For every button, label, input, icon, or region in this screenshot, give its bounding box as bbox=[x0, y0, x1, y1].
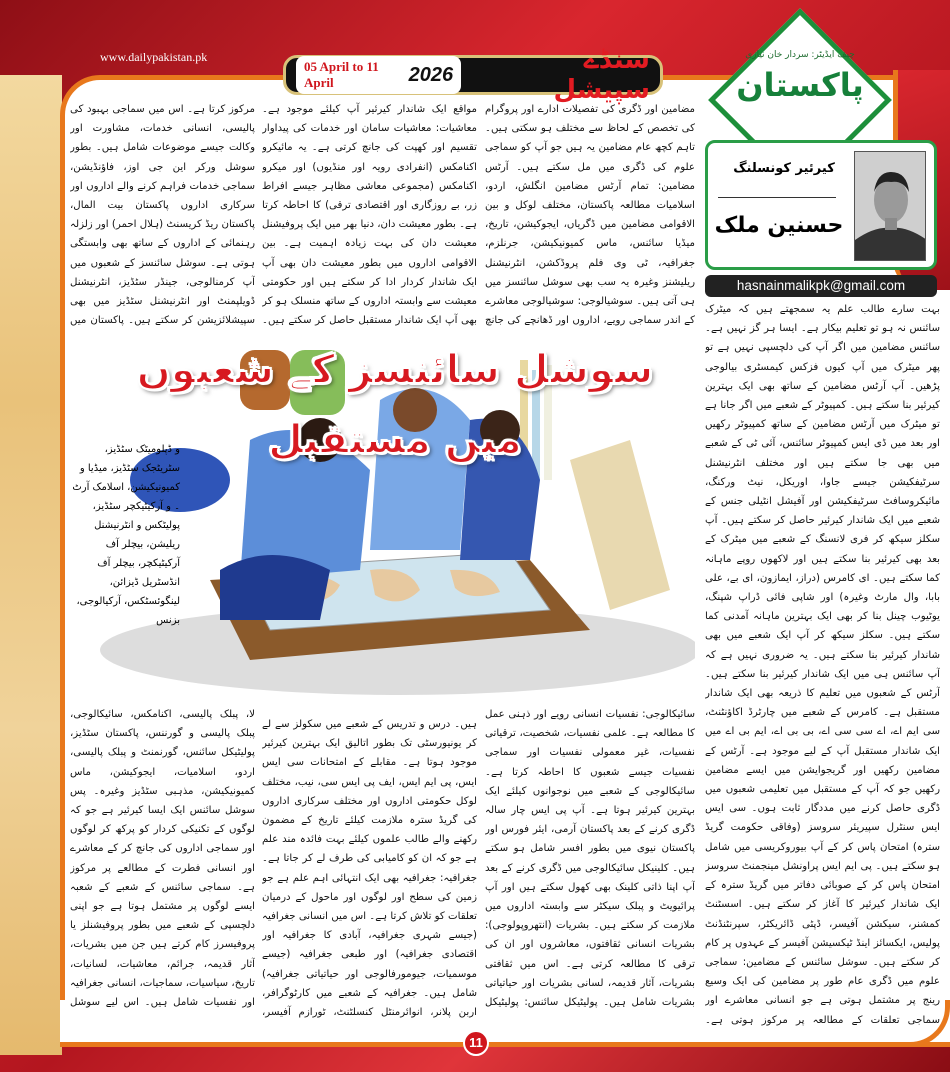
column-category: کیرئیر کونسلنگ bbox=[733, 161, 835, 176]
masthead-logo bbox=[710, 50, 890, 140]
article-column-top-2: مواقع ایک شاندار کیرئیر آپ کیلئے موجود ہے۔ معاشیات: معاشیات سامان اور خدمات کی پیداوار تقسیم اور کھپت کی جانچ کرتی ہے۔ یہ مائیکرو اکنامکس (انفرادی رویہ اور منڈیوں) اور میکرو اکنامکس (مجموعی معاشی مظاہر جیسے افراط زر، بے روزگاری اور اقتصادی ترقی) کا احاطہ کرتا ہے۔ بطور معیشت دان، دنیا بھر میں ایک پروفیشنل معیشت دان کی بہت زیادہ اہمیت ہے۔ بین الاقوامی اداروں میں بطور معیشت دان بھی آپ ایک شاندار کردار ادا کر سکتے ہیں اور حکومتی معیشت سے وابستہ اداروں کے ساتھ منسلک ہو کر بھی آپ ایک شاندار مستقبل حاصل کر سکتے ہیں۔ bbox=[262, 104, 477, 327]
child-1-legs bbox=[220, 555, 330, 620]
article-column-top-3: مرکوز کرتا ہے۔ اس میں سماجی بہبود کی پالیسی، انسانی خدمات، مشاورت اور وکالت جیسے موضوعات شامل ہیں۔ بطور سوشل ورکر این جی اوز، فاؤنڈیشن، سماجی خدمات فراہم کرنے والے اداروں اور سرکاری اداروں پاکستان بیت المال، پاکستان ریڈ کریسنٹ (ہلال احمر) اور زلزلہ رہنمائی کے اداروں کے ساتھ بھی وابستگی ہوتی ہے۔ سوشل سائنسز کے شعبوں میں آپ کرمنالوجی، جینڈر سٹڈیز، انٹرنیشنل ڈویلپمنٹ اور انٹرنیشنل سٹڈیز میں بھی سپیشلائزیشن کر سکتے ہیں۔ پاکستان میں bbox=[70, 104, 255, 327]
article-column-bottom-3: لا، پبلک پالیسی، اکنامکس، سائیکالوجی، پبلک پالیسی و گورننس، پاکستان سٹڈیز، پولیٹیکل سائنس، گورنمنٹ و پبلک پالیسی، اردو، اسلامیات، ایجوکیشن، ماس کمیونیکیشن، مذہبی سٹڈیز وغیرہ۔ پس سوشل سائنس ایک ایسا کیرئیر ہے جو کہ لوگوں کے تکنیکی کردار کو پرکھ کر لوگوں اور سماجی اداروں کی جانچ کر کے معاشرے اور انسانی فطرت کے مطالعے پر مرکوز ہے۔ سماجی سائنس کے شعبے کے شعبہ ایسے لوگوں پر مشتمل ہوتا ہے جو اپنی دلچسپی کے شعبے میں بطور پروفیشنلز یا پروفیسرز کام کرتے ہیں جن میں بشریات، آثار قدیمہ، جرائم، معاشیات، لسانیات، تاریخ، سیاسیات، سماجیات، انسانی جغرافیہ اور نفسیات شامل ہیں۔ اس لیے سوشل bbox=[70, 709, 255, 1009]
article-column-bottom-1: سائیکالوجی: نفسیات انسانی رویے اور ذہنی عمل کا مطالعہ ہے۔ علمی نفسیات، شخصیت، ترقیاتی نفسیات، غیر معمولی نفسیات اور سماجی نفسیات جیسے شعبوں کا احاطہ کرتا ہے۔ سائیکالوجی کے شعبے میں نوجوانوں کیلئے ایک بہترین کیرئیر ہوتا ہے۔ آپ پی ایس چار سالہ ڈگری کرنے کے بعد پاکستان آرمی، ایئر فورس اور پاکستان نیوی میں بطور افسر شامل ہو سکتے ہیں۔ کلینیکل سائیکالوجی میں ڈگری کرنے کے بعد آپ اپنا ذاتی کلینک بھی کھول سکتے ہیں اور آپ پرائیویٹ و پبلک سیکٹر سے وابستہ اداروں میں ملازمت کر سکتے ہیں۔ بشریات (انتھروپولوجی): بشریات انسانی ثقافتوں، معاشروں اور ان کی ترقی کا مطالعہ کرتی ہے۔ اس میں ثقافتی بشریات، آثار قدیمہ، لسانی بشریات اور حیاتیاتی بشریات شامل ہیں۔ پولیٹیکل سائنس: پولیٹیکل bbox=[485, 709, 695, 1009]
author-photo bbox=[854, 151, 926, 261]
section-banner bbox=[283, 45, 663, 105]
page-number: 11 bbox=[463, 1030, 489, 1056]
article-column-bottom-2: ہیں۔ درس و تدریس کے شعبے میں سکولز سے لے کر یونیورسٹی تک بطور اتالیق ایک بہترین کیرئیر موجود ہوتا ہے۔ مقابلے کے امتحانات سی ایس ایس، پی ایم ایس، ایف پی ایس سی، نیب، مختلف لوکل حکومتی اداروں اور مختلف سرکاری اداروں کی گریڈ سترہ ملازمت کیلئے تاریخ کے مضمون رکھنے والے طالب علموں کیلئے بہت فائدہ مند علم ہے جو کہ ان کو کامیابی کی طرف لے کر جاتا ہے۔ جغرافیہ: جغرافیہ بھی ایک انتہائی اہم علم ہے جو زمین کی سطح اور لوگوں اور ماحول کے درمیان تعلقات کو تلاش کرتا ہے۔ اس میں انسانی جغرافیہ (جیسے شہری جغرافیہ، آبادی کا جغرافیہ اور اقتصادی جغرافیہ) اور طبعی جغرافیہ (جیسے موسمیات، جیومورفالوجی اور حیاتیاتی جغرافیہ) شامل ہیں۔ جغرافیہ کے شعبے میں کارٹوگرافر، اربن پلانر، انوائرمنٹل کنسلٹنٹ، ٹورازم آفیسر، bbox=[262, 719, 477, 1019]
date-range: 05 April to 11 April bbox=[304, 59, 379, 90]
website-url[interactable]: www.dailypakistan.pk bbox=[100, 50, 208, 64]
year: 2026 bbox=[408, 63, 454, 86]
author-email[interactable]: hasnainmalikpk@gmail.com bbox=[705, 275, 937, 297]
author-box bbox=[705, 140, 937, 270]
editor-line: چیف ایڈیٹر: سردار خان نیازی bbox=[745, 50, 855, 60]
author-name: حسنین ملک bbox=[714, 213, 844, 238]
left-margin-texture bbox=[0, 75, 62, 1055]
article-headline: سوشل سائنسز کے شعبوں میں مستقبل bbox=[136, 347, 654, 463]
article-column-right: بہت سارے طالب علم یہ سمجھتے ہیں کہ میٹرک سائنس نہ ہو تو تعلیم بیکار ہے۔ ایسا ہر گز نہیں ہے۔ سائنس مضامین میں اگر آپ کی دلچسپی نہیں ہے تو پھر میٹرک میں آپ کیوں فزکس کیمسٹری بیالوجی پڑھیں۔ آپ آرٹس مضامین کے ساتھ بھی ایک بہترین کیرئیر بنا سکتے ہیں۔ کمپیوٹر کے شعبے میں اگر جانا ہے تو میٹرک میں آرٹس مضامین کے ساتھ کمپیوٹر رکھیں اور بعد میں ڈی ایس کمپیوٹر سائنس، آئی ٹی کے شعبے میں بھی جا سکتے ہیں اور مختلف انٹرنیشنل سرٹیفکیشن جیسے جاوا، اوریکل، نیٹ ورکنگ، مائیکروسافٹ سرٹیفکیشن اور آفیشل انٹیلی جنس کے شعبے میں ایک شاندار کیرئیر حاصل کر سکتے ہیں۔ آپ سکلز سیکھ کر فری لانسنگ کے شعبے میں میٹرک کے بعد بھی کیرئیر بنا سکتے ہیں اور لاکھوں روپے ماہانہ کما سکتے ہیں۔ ای کامرس (دراز، ایمازون، ای بے، علی بابا، وال مارٹ وغیرہ) اور شاپی فائی ڈراپ شپنگ، یوٹیوب چینل بنا کر بھی ایک بہترین ماہانہ آمدنی کما سکتے ہیں۔ سکلز سیکھ کر آپ ایک شعبے میں بھی شاندار کیرئیر بنا سکتے ہیں۔ یہ ضروری نہیں ہے کہ آپ سائنس ہی میں ایک شاندار کیرئیر بنا سکتے ہیں۔ آرٹس کے شعبوں میں تعلیم کا ذریعہ بھی ایک شاندار مستقبل ہے۔ کامرس کے شعبے میں چارٹرڈ اکاؤنٹنٹ، سی ایم اے، اے سی سی اے، بی بی اے، ایم بی اے میں ایک شاندار مستقبل آپ کے لیے موجود ہے۔ آرٹس کے مضامین رکھیں اور گریجوایشن میں ایسے مضامین رکھیں جو کہ آپ کے مستقبل میں تعلیمی شعبوں میں ڈگری حاصل کرنے میں مددگار ثابت ہوں۔ سی ایس ایس سنٹرل سپیریئر سروسز (وفاقی حکومت گریڈ سترہ) امتحان پاس کر کے آپ بیوروکریسی میں شامل ہو سکتے ہیں۔ پی ایم ایس پراونشل مینجمنٹ سروسز امتحان پاس کر کے صوبائی دفاتر میں گریڈ سترہ کے ایک شاندار کیرئیر کا آغاز کر سکتے ہیں۔ اسسٹنٹ کمشنر، سیکشن آفیسر، ڈپٹی ڈائریکٹر، سپرنٹنڈنٹ پولیس، ایکسائز اینڈ ٹیکسیشن آفیسر کے عہدوں پر کام کر سکتے ہیں۔ سوشل سائنس کے مضامین: سماجی علوم میں ڈگری عام طور پر مضامین کی ایک وسیع رینج پر مشتمل ہوتی ہے جو انسانی معاشرے اور سماجی تعلقات کے مطالعہ پر مرکوز ہوتی ہے۔ bbox=[705, 304, 940, 1026]
masthead-name: پاکستان bbox=[736, 66, 864, 104]
date-box bbox=[296, 56, 461, 94]
divider bbox=[718, 197, 836, 198]
section-title: سنڈے سپیشل bbox=[553, 45, 650, 105]
fields-list: و ڈپلومیٹک سٹڈیز، سٹریٹجک سٹڈیز، میڈیا و کمیونیکیشن، اسلامک آرٹ ۔ و آرکیٹیکچر سٹڈیز، پولیٹکس و انٹرنیشنل ریلیشن، بیچلر آف آرکیٹیکچر، بیچلر آف انڈسٹریل ڈیزائن، لینگوئسٹکس، آرکیالوجی، بزنس bbox=[72, 444, 180, 626]
globe-stand bbox=[570, 440, 670, 610]
article-column-top-1: مضامین اور ڈگری کی تفصیلات ادارے اور پروگرام کی تخصص کے لحاظ سے مختلف ہو سکتی ہیں۔ تاہم کچھ عام مضامین یہ ہیں جو آپ کو سماجی علوم کی ڈگری میں مل سکتے ہیں۔ آرٹس مضامین: تمام آرٹس مضامین انگلش، اردو، اسلامیات مطالعہ پاکستان، مختلف لوکل و بین الاقوامی مضامین میں ڈگریاں، ایجوکیشن، تاریخ، میڈیا سائنس، ماس کمیونیکیشن، جرنلزم، جغرافیہ، ٹی وی فلم پروڈکشن، انٹرنیشنل ریلیشنز وغیرہ یہ سب بھی سوشل سائنسز میں ہی آتی ہیں۔ سوشیالوجی: سوشیالوجی معاشرے کے اندر سماجی رویے، اداروں اور ڈھانچے کی جانچ bbox=[485, 104, 695, 327]
